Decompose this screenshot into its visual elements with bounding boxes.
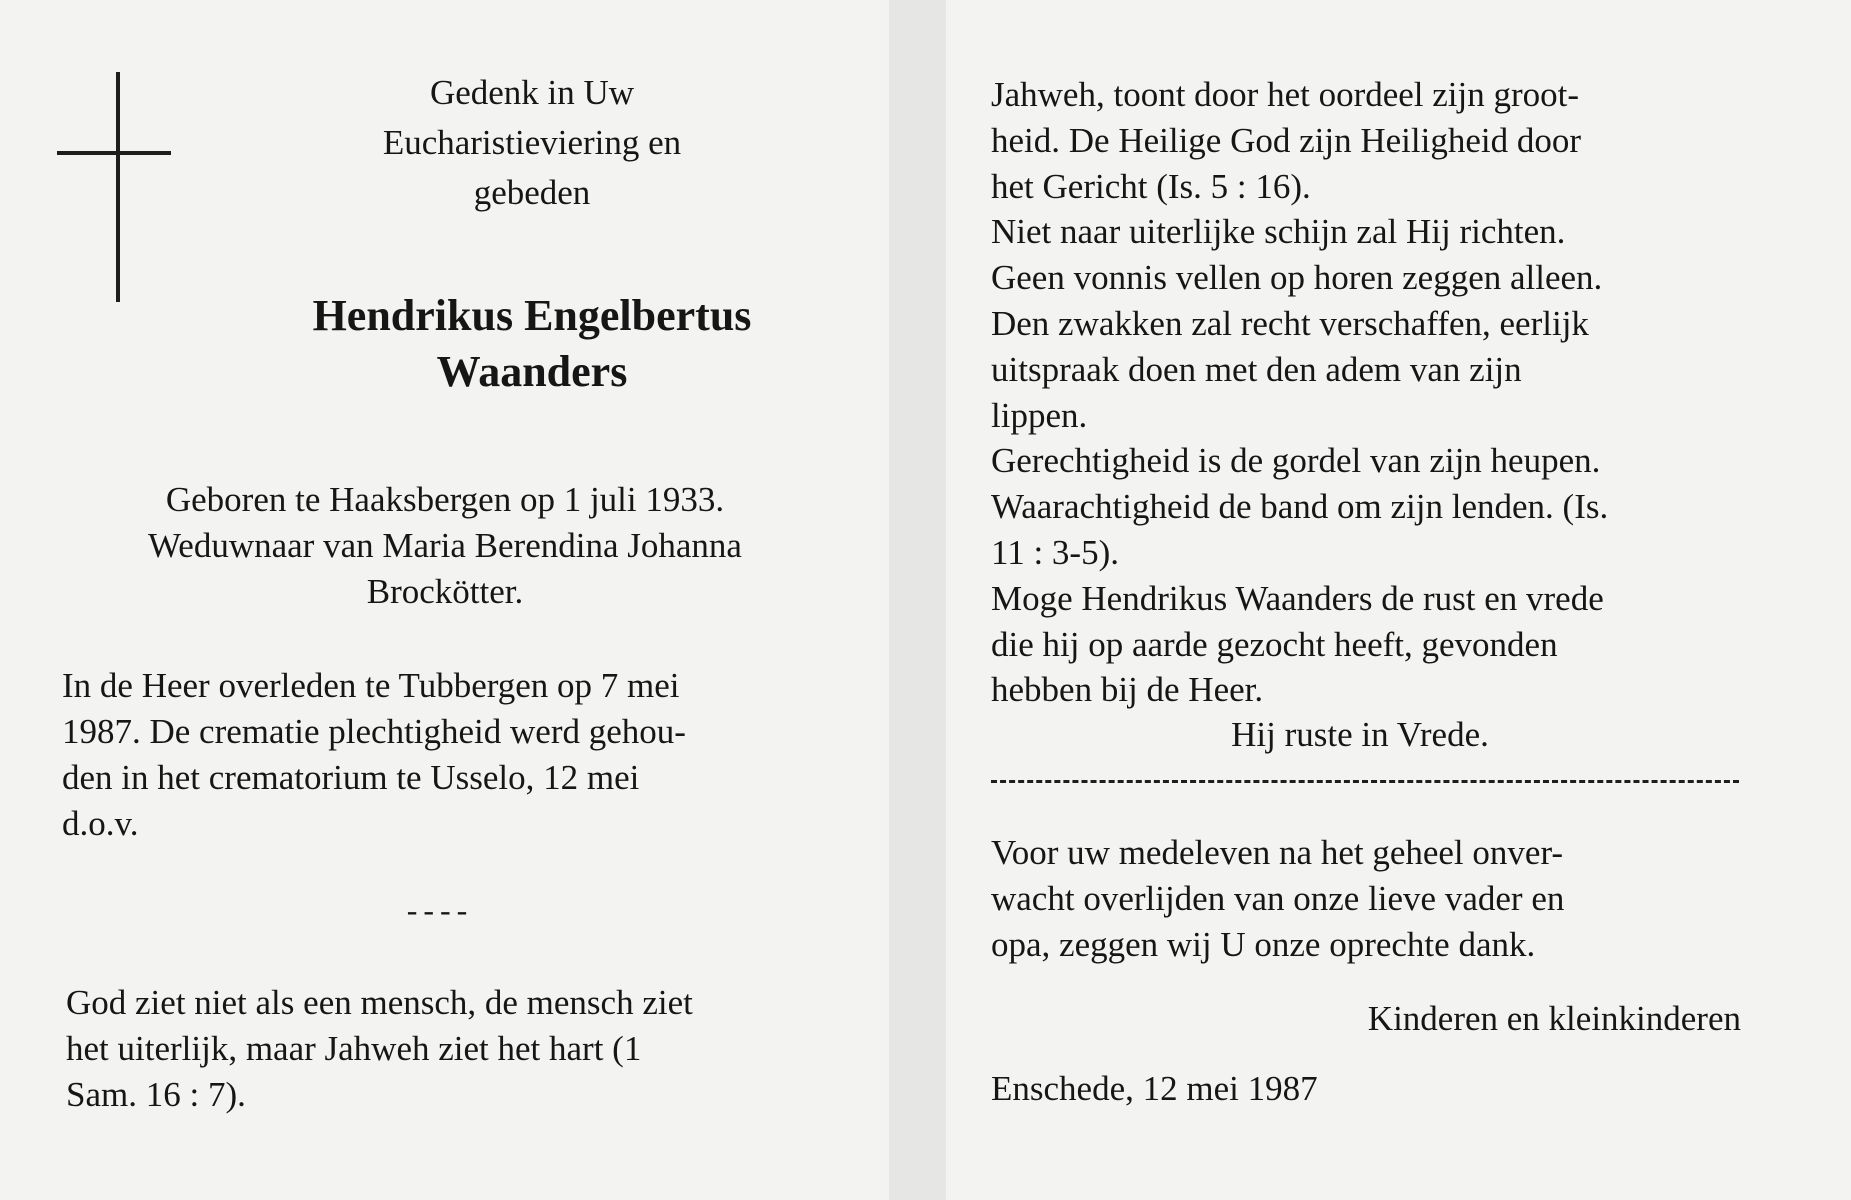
birth-details <box>40 477 850 615</box>
cross-icon <box>116 72 120 302</box>
thanks-line: Voor uw medeleven na het geheel onver- <box>991 833 1564 872</box>
death-line: d.o.v. <box>62 804 139 843</box>
dashed-divider <box>991 780 1739 783</box>
name-line: Waanders <box>436 347 628 396</box>
scripture-line: hebben bij de Heer. <box>991 670 1264 710</box>
death-line: 1987. De crematie plechtigheid werd gehou- <box>62 712 686 751</box>
birth-line: Weduwnaar van Maria Berendina Johanna <box>148 526 742 565</box>
thanks-message <box>991 830 1741 968</box>
scripture-line: Waarachtigheid de band om zijn lenden. (Is. <box>991 487 1609 527</box>
birth-line: Brockötter. <box>366 572 524 611</box>
rest-in-peace: Hij ruste in Vrede. <box>1231 715 1489 754</box>
quote-line: het uiterlijk, maar Jahweh ziet het hart (1 <box>66 1029 642 1068</box>
scripture-line: Gerechtigheid is de gordel van zijn heupen. <box>991 441 1601 481</box>
heading-line: Gedenk in Uw <box>429 73 635 112</box>
name-line: Hendrikus Engelbertus <box>312 291 752 340</box>
thanks-line: wacht overlijden van onze lieve vader en <box>991 879 1565 918</box>
scripture-line: Niet naar uiterlijke schijn zal Hij richten. <box>991 212 1566 252</box>
heading-line: gebeden <box>473 173 591 212</box>
family-signature: Kinderen en kleinkinderen <box>1367 999 1741 1038</box>
scripture-line: heid. De Heilige God zijn Heiligheid door <box>991 120 1581 160</box>
scripture-line: 11 : 3-5). <box>991 532 1119 572</box>
scripture-passage <box>991 72 1741 713</box>
scripture-line: Den zwakken zal recht verschaffen, eerlijk <box>991 303 1589 343</box>
scripture-line: Moge Hendrikus Waanders de rust en vrede <box>991 578 1604 618</box>
scripture-line: Jahweh, toont door het oordeel zijn groot- <box>991 75 1580 114</box>
scripture-line: uitspraak doen met den adem van zijn <box>991 349 1522 389</box>
section-separator: ---- <box>406 892 474 928</box>
place-and-date: Enschede, 12 mei 1987 <box>991 1069 1318 1108</box>
remembrance-heading <box>300 68 764 218</box>
scripture-line: het Gericht (Is. 5 : 16). <box>991 166 1311 206</box>
deceased-name <box>210 288 854 400</box>
bible-quote <box>66 980 821 1118</box>
memorial-card-front <box>0 0 889 1200</box>
quote-line: Sam. 16 : 7). <box>66 1075 246 1114</box>
death-details <box>62 663 822 847</box>
birth-line: Geboren te Haaksbergen op 1 juli 1933. <box>165 480 725 519</box>
death-line: In de Heer overleden te Tubbergen op 7 mei <box>62 666 680 705</box>
thanks-line: opa, zeggen wij U onze oprechte dank. <box>991 925 1536 964</box>
death-line: den in het crematorium te Usselo, 12 mei <box>62 758 640 797</box>
scripture-line: lippen. <box>991 395 1088 435</box>
cross-icon-crossbar <box>57 151 171 155</box>
quote-line: God ziet niet als een mensch, de mensch ziet <box>66 983 693 1022</box>
scripture-line: Geen vonnis vellen op horen zeggen alleen. <box>991 258 1603 298</box>
scripture-line: die hij op aarde gezocht heeft, gevonden <box>991 624 1558 664</box>
heading-line: Eucharistieviering en <box>382 123 682 162</box>
